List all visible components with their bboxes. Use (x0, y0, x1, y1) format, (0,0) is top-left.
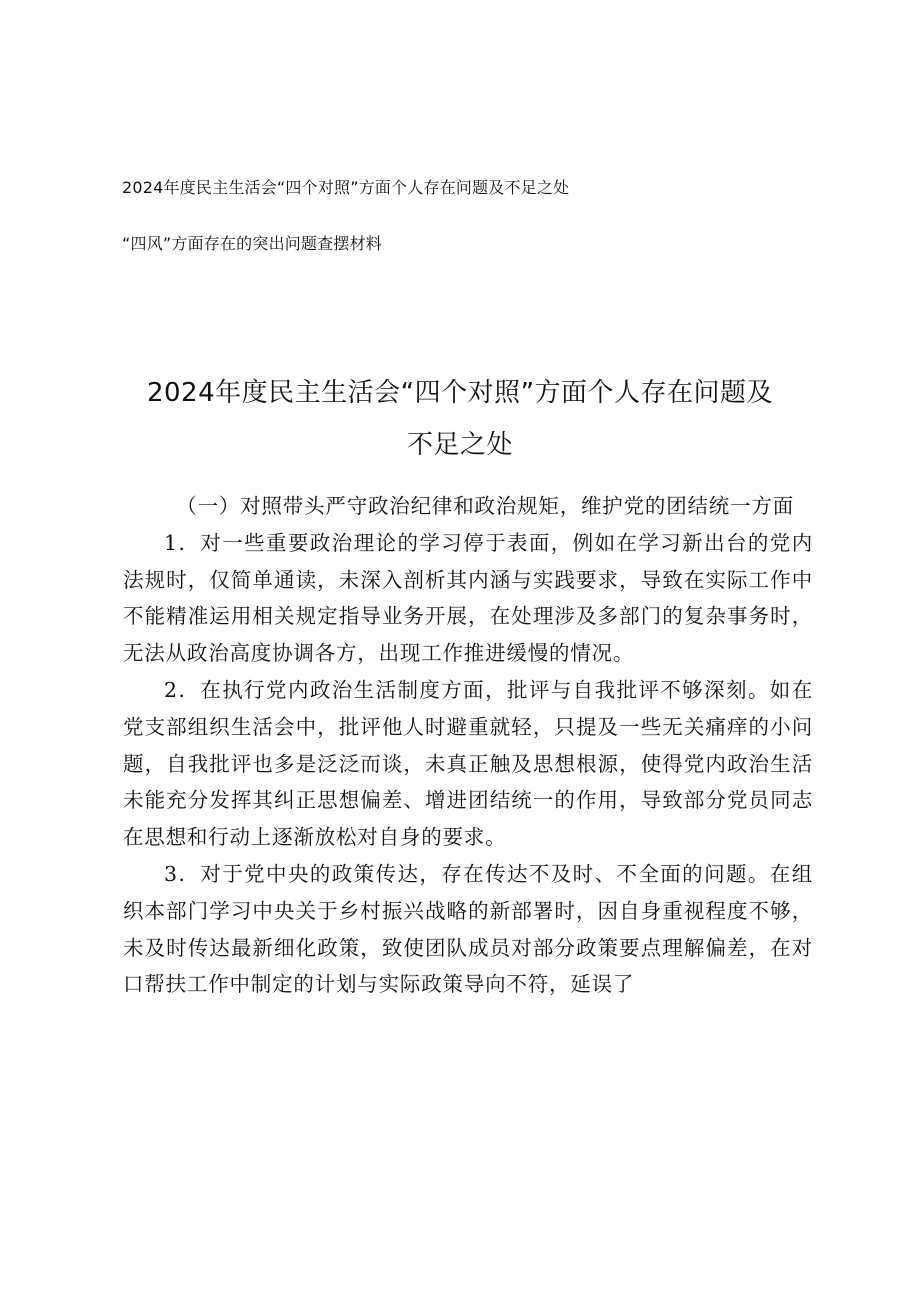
document-body (123, 488, 813, 1003)
toc-entry-2: “四风”方面存在的突出问题查摆材料 (122, 234, 382, 253)
paragraph-3: 3．对于党中央的政策传达，存在传达不及时、不全面的问题。在组织本部门学习中央关于乡村振兴战略的新部署时，因自身重视程度不够，未及时传达最新细化政策，致使团队成员对部分政策要点理解偏差，在对口帮扶工作中制定的计划与实际政策导向不符，延误了 (123, 861, 813, 997)
document-title-line-1: 2024年度民主生活会“四个对照”方面个人存在问题及 (146, 378, 774, 409)
document-title (100, 367, 820, 471)
paragraph-1: 1．对一些重要政治理论的学习停于表面，例如在学习新出台的党内法规时，仅简单通读，未深入剖析其内涵与实践要求，导致在实际工作中不能精准运用相关规定指导业务开展，在处理涉及多部门的复杂事务时，无法从政治高度协调各方，出现工作推进缓慢的情况。 (123, 530, 813, 666)
section-heading: （一）对照带头严守政治纪律和政治规矩，维护党的团结统一方面 (176, 494, 794, 518)
document-title-line-2: 不足之处 (406, 430, 513, 461)
toc-entry-1: 2024年度民主生活会“四个对照”方面个人存在问题及不足之处 (122, 178, 570, 197)
paragraph-2: 2．在执行党内政治生活制度方面，批评与自我批评不够深刻。如在党支部组织生活会中，批评他人时避重就轻，只提及一些无关痛痒的小问题，自我批评也多是泛泛而谈，未真正触及思想根源，使得党内政治生活未能充分发挥其纠正思想偏差、增进团结统一的作用，导致部分党员同志在思想和行动上逐渐放松对自身的要求。 (123, 677, 813, 850)
